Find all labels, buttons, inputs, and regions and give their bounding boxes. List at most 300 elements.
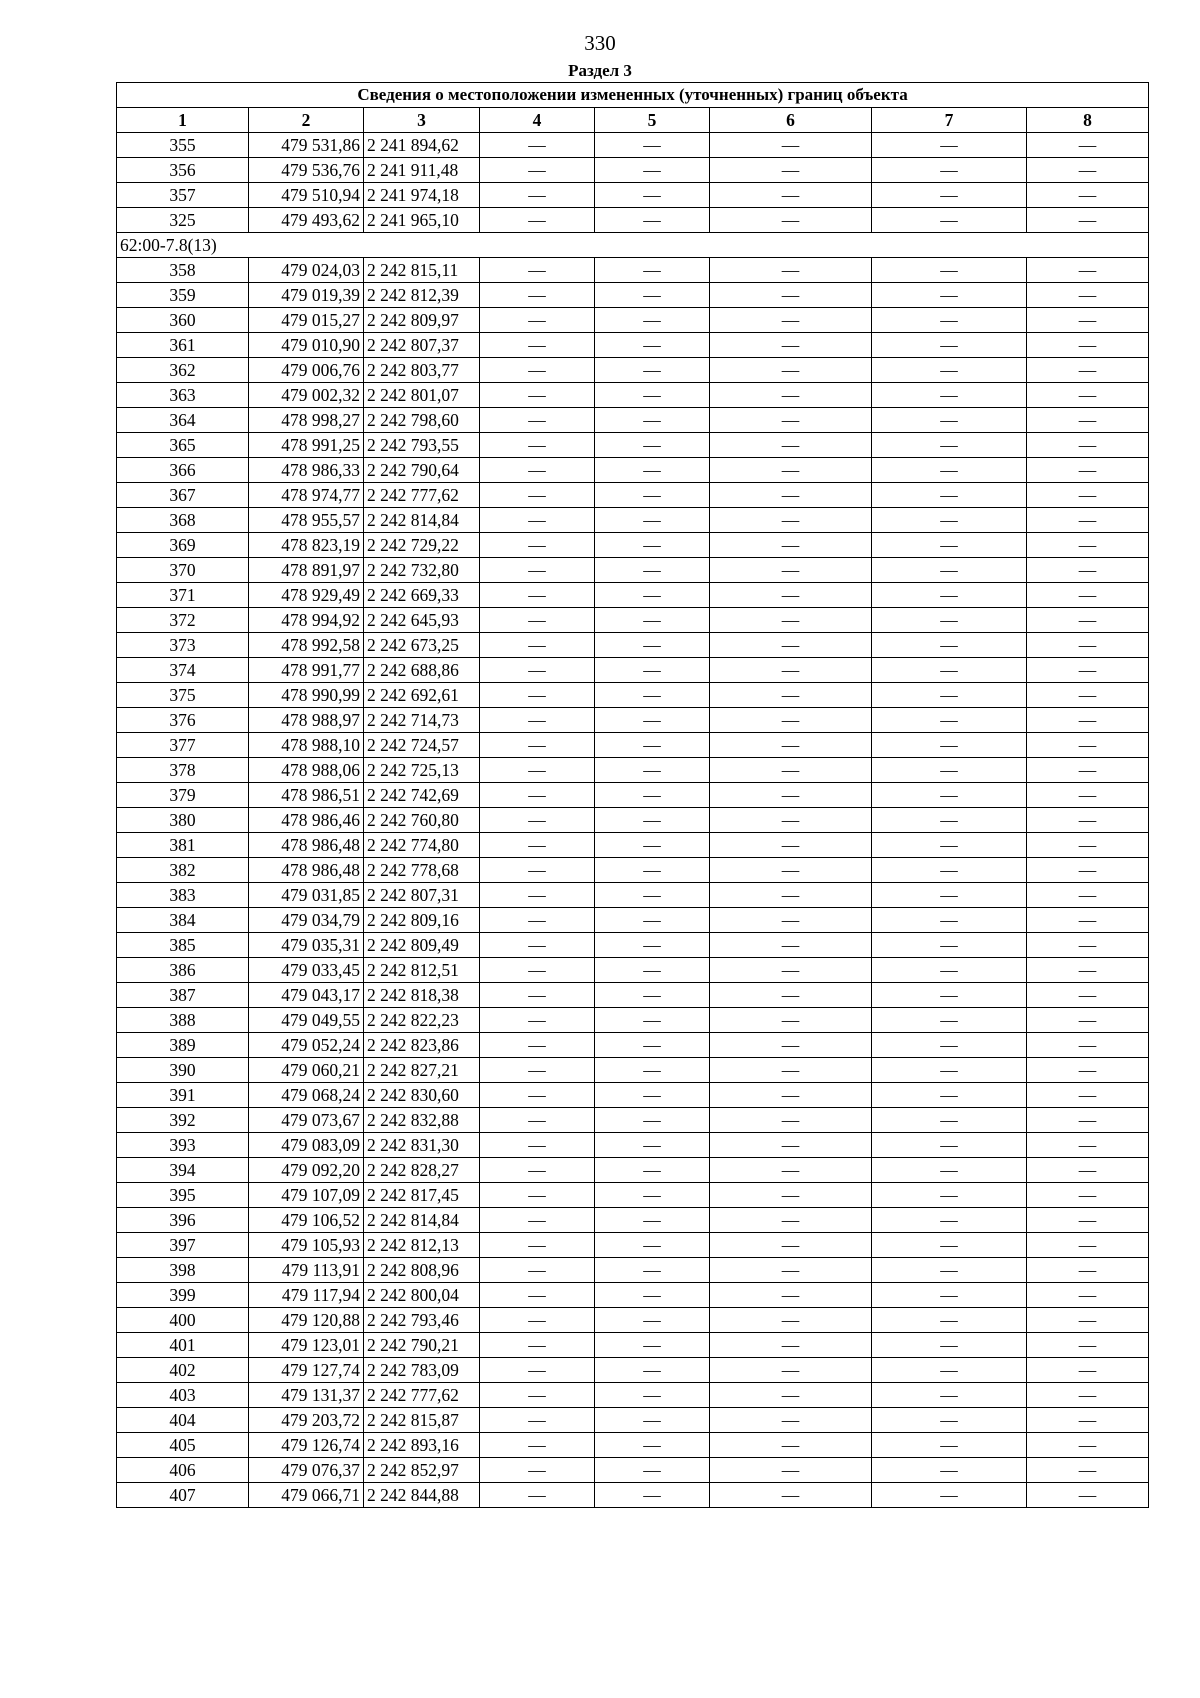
empty-value-cell: — bbox=[480, 1283, 595, 1308]
empty-value-cell: — bbox=[595, 633, 710, 658]
y-coordinate-cell: 2 242 893,16 bbox=[364, 1433, 480, 1458]
empty-value-cell: — bbox=[710, 608, 872, 633]
table-row bbox=[117, 808, 1149, 833]
empty-value-cell: — bbox=[872, 158, 1027, 183]
point-number-cell: 388 bbox=[117, 1008, 249, 1033]
y-coordinate-cell: 2 242 817,45 bbox=[364, 1183, 480, 1208]
empty-value-cell: — bbox=[595, 1408, 710, 1433]
x-coordinate-cell: 479 106,52 bbox=[249, 1208, 364, 1233]
x-coordinate-cell: 478 823,19 bbox=[249, 533, 364, 558]
empty-value-cell: — bbox=[480, 683, 595, 708]
y-coordinate-cell: 2 242 777,62 bbox=[364, 1383, 480, 1408]
column-header: 8 bbox=[1027, 108, 1149, 133]
empty-value-cell: — bbox=[872, 458, 1027, 483]
empty-value-cell: — bbox=[872, 1233, 1027, 1258]
y-coordinate-cell: 2 242 801,07 bbox=[364, 383, 480, 408]
empty-value-cell: — bbox=[595, 983, 710, 1008]
y-coordinate-cell: 2 242 673,25 bbox=[364, 633, 480, 658]
empty-value-cell: — bbox=[1027, 558, 1149, 583]
table-caption: Сведения о местоположении измененных (уточненных) границ объекта bbox=[117, 83, 1149, 108]
empty-value-cell: — bbox=[595, 958, 710, 983]
y-coordinate-cell: 2 242 692,61 bbox=[364, 683, 480, 708]
empty-value-cell: — bbox=[1027, 1208, 1149, 1233]
empty-value-cell: — bbox=[480, 1108, 595, 1133]
empty-value-cell: — bbox=[480, 183, 595, 208]
point-number-cell: 361 bbox=[117, 333, 249, 358]
empty-value-cell: — bbox=[1027, 1408, 1149, 1433]
x-coordinate-cell: 479 105,93 bbox=[249, 1233, 364, 1258]
table-row bbox=[117, 858, 1149, 883]
x-coordinate-cell: 479 493,62 bbox=[249, 208, 364, 233]
point-number-cell: 407 bbox=[117, 1483, 249, 1508]
empty-value-cell: — bbox=[480, 1333, 595, 1358]
table-row bbox=[117, 1083, 1149, 1108]
table-row bbox=[117, 1258, 1149, 1283]
group-label: 62:00-7.8(13) bbox=[117, 233, 1149, 258]
y-coordinate-cell: 2 242 790,21 bbox=[364, 1333, 480, 1358]
point-number-cell: 379 bbox=[117, 783, 249, 808]
empty-value-cell: — bbox=[872, 1358, 1027, 1383]
x-coordinate-cell: 479 002,32 bbox=[249, 383, 364, 408]
empty-value-cell: — bbox=[480, 483, 595, 508]
y-coordinate-cell: 2 242 822,23 bbox=[364, 1008, 480, 1033]
table-row bbox=[117, 183, 1149, 208]
empty-value-cell: — bbox=[710, 1383, 872, 1408]
x-coordinate-cell: 479 120,88 bbox=[249, 1308, 364, 1333]
point-number-cell: 373 bbox=[117, 633, 249, 658]
table-row bbox=[117, 1208, 1149, 1233]
x-coordinate-cell: 479 019,39 bbox=[249, 283, 364, 308]
table-row bbox=[117, 208, 1149, 233]
empty-value-cell: — bbox=[1027, 208, 1149, 233]
empty-value-cell: — bbox=[1027, 1383, 1149, 1408]
x-coordinate-cell: 479 123,01 bbox=[249, 1333, 364, 1358]
y-coordinate-cell: 2 242 714,73 bbox=[364, 708, 480, 733]
table-row bbox=[117, 1058, 1149, 1083]
empty-value-cell: — bbox=[1027, 1008, 1149, 1033]
empty-value-cell: — bbox=[872, 808, 1027, 833]
table-row bbox=[117, 1358, 1149, 1383]
empty-value-cell: — bbox=[872, 358, 1027, 383]
empty-value-cell: — bbox=[872, 708, 1027, 733]
empty-value-cell: — bbox=[1027, 1033, 1149, 1058]
empty-value-cell: — bbox=[480, 633, 595, 658]
empty-value-cell: — bbox=[480, 858, 595, 883]
x-coordinate-cell: 478 986,48 bbox=[249, 833, 364, 858]
empty-value-cell: — bbox=[872, 908, 1027, 933]
table-row bbox=[117, 983, 1149, 1008]
empty-value-cell: — bbox=[1027, 283, 1149, 308]
empty-value-cell: — bbox=[480, 1083, 595, 1108]
empty-value-cell: — bbox=[1027, 1083, 1149, 1108]
point-number-cell: 390 bbox=[117, 1058, 249, 1083]
table-row bbox=[117, 833, 1149, 858]
empty-value-cell: — bbox=[872, 1108, 1027, 1133]
point-number-cell: 374 bbox=[117, 658, 249, 683]
empty-value-cell: — bbox=[1027, 733, 1149, 758]
empty-value-cell: — bbox=[872, 333, 1027, 358]
x-coordinate-cell: 479 043,17 bbox=[249, 983, 364, 1008]
table-row bbox=[117, 958, 1149, 983]
empty-value-cell: — bbox=[1027, 1183, 1149, 1208]
empty-value-cell: — bbox=[710, 283, 872, 308]
empty-value-cell: — bbox=[710, 208, 872, 233]
table-row bbox=[117, 908, 1149, 933]
empty-value-cell: — bbox=[595, 183, 710, 208]
x-coordinate-cell: 478 990,99 bbox=[249, 683, 364, 708]
y-coordinate-cell: 2 242 793,46 bbox=[364, 1308, 480, 1333]
x-coordinate-cell: 479 107,09 bbox=[249, 1183, 364, 1208]
x-coordinate-cell: 478 955,57 bbox=[249, 508, 364, 533]
empty-value-cell: — bbox=[1027, 433, 1149, 458]
empty-value-cell: — bbox=[595, 333, 710, 358]
x-coordinate-cell: 479 066,71 bbox=[249, 1483, 364, 1508]
empty-value-cell: — bbox=[872, 1408, 1027, 1433]
empty-value-cell: — bbox=[710, 958, 872, 983]
empty-value-cell: — bbox=[710, 1483, 872, 1508]
point-number-cell: 396 bbox=[117, 1208, 249, 1233]
y-coordinate-cell: 2 242 831,30 bbox=[364, 1133, 480, 1158]
empty-value-cell: — bbox=[595, 1033, 710, 1058]
x-coordinate-cell: 479 127,74 bbox=[249, 1358, 364, 1383]
point-number-cell: 383 bbox=[117, 883, 249, 908]
empty-value-cell: — bbox=[480, 808, 595, 833]
point-number-cell: 386 bbox=[117, 958, 249, 983]
y-coordinate-cell: 2 242 809,97 bbox=[364, 308, 480, 333]
empty-value-cell: — bbox=[1027, 583, 1149, 608]
table-row bbox=[117, 1408, 1149, 1433]
x-coordinate-cell: 478 986,33 bbox=[249, 458, 364, 483]
y-coordinate-cell: 2 242 830,60 bbox=[364, 1083, 480, 1108]
x-coordinate-cell: 478 986,46 bbox=[249, 808, 364, 833]
empty-value-cell: — bbox=[1027, 608, 1149, 633]
empty-value-cell: — bbox=[1027, 333, 1149, 358]
empty-value-cell: — bbox=[595, 1108, 710, 1133]
point-number-cell: 378 bbox=[117, 758, 249, 783]
point-number-cell: 366 bbox=[117, 458, 249, 483]
empty-value-cell: — bbox=[872, 1033, 1027, 1058]
empty-value-cell: — bbox=[1027, 158, 1149, 183]
empty-value-cell: — bbox=[710, 1283, 872, 1308]
empty-value-cell: — bbox=[480, 258, 595, 283]
empty-value-cell: — bbox=[710, 908, 872, 933]
empty-value-cell: — bbox=[595, 1158, 710, 1183]
point-number-cell: 404 bbox=[117, 1408, 249, 1433]
empty-value-cell: — bbox=[595, 1433, 710, 1458]
point-number-cell: 367 bbox=[117, 483, 249, 508]
empty-value-cell: — bbox=[480, 308, 595, 333]
empty-value-cell: — bbox=[710, 333, 872, 358]
point-number-cell: 381 bbox=[117, 833, 249, 858]
y-coordinate-cell: 2 242 803,77 bbox=[364, 358, 480, 383]
table-row bbox=[117, 658, 1149, 683]
empty-value-cell: — bbox=[1027, 1058, 1149, 1083]
empty-value-cell: — bbox=[1027, 1283, 1149, 1308]
y-coordinate-cell: 2 242 814,84 bbox=[364, 1208, 480, 1233]
empty-value-cell: — bbox=[480, 1308, 595, 1333]
x-coordinate-cell: 479 060,21 bbox=[249, 1058, 364, 1083]
x-coordinate-cell: 478 991,77 bbox=[249, 658, 364, 683]
empty-value-cell: — bbox=[595, 458, 710, 483]
empty-value-cell: — bbox=[710, 133, 872, 158]
empty-value-cell: — bbox=[480, 583, 595, 608]
empty-value-cell: — bbox=[1027, 458, 1149, 483]
point-number-cell: 384 bbox=[117, 908, 249, 933]
empty-value-cell: — bbox=[595, 1483, 710, 1508]
empty-value-cell: — bbox=[710, 1408, 872, 1433]
y-coordinate-cell: 2 242 798,60 bbox=[364, 408, 480, 433]
empty-value-cell: — bbox=[480, 1133, 595, 1158]
point-number-cell: 400 bbox=[117, 1308, 249, 1333]
point-number-cell: 406 bbox=[117, 1458, 249, 1483]
y-coordinate-cell: 2 241 894,62 bbox=[364, 133, 480, 158]
empty-value-cell: — bbox=[1027, 1333, 1149, 1358]
point-number-cell: 364 bbox=[117, 408, 249, 433]
empty-value-cell: — bbox=[710, 583, 872, 608]
empty-value-cell: — bbox=[710, 508, 872, 533]
empty-value-cell: — bbox=[1027, 1158, 1149, 1183]
empty-value-cell: — bbox=[595, 608, 710, 633]
empty-value-cell: — bbox=[872, 658, 1027, 683]
column-header: 7 bbox=[872, 108, 1027, 133]
empty-value-cell: — bbox=[1027, 308, 1149, 333]
table-row bbox=[117, 258, 1149, 283]
empty-value-cell: — bbox=[872, 283, 1027, 308]
point-number-cell: 363 bbox=[117, 383, 249, 408]
x-coordinate-cell: 479 117,94 bbox=[249, 1283, 364, 1308]
empty-value-cell: — bbox=[480, 658, 595, 683]
x-coordinate-cell: 479 131,37 bbox=[249, 1383, 364, 1408]
table-row bbox=[117, 308, 1149, 333]
empty-value-cell: — bbox=[480, 608, 595, 633]
x-coordinate-cell: 479 126,74 bbox=[249, 1433, 364, 1458]
empty-value-cell: — bbox=[710, 1158, 872, 1183]
empty-value-cell: — bbox=[595, 433, 710, 458]
point-number-cell: 360 bbox=[117, 308, 249, 333]
table-row bbox=[117, 1333, 1149, 1358]
empty-value-cell: — bbox=[595, 933, 710, 958]
x-coordinate-cell: 478 994,92 bbox=[249, 608, 364, 633]
empty-value-cell: — bbox=[872, 1058, 1027, 1083]
empty-value-cell: — bbox=[710, 308, 872, 333]
x-coordinate-cell: 479 113,91 bbox=[249, 1258, 364, 1283]
empty-value-cell: — bbox=[710, 983, 872, 1008]
point-number-cell: 369 bbox=[117, 533, 249, 558]
point-number-cell: 391 bbox=[117, 1083, 249, 1108]
point-number-cell: 357 bbox=[117, 183, 249, 208]
empty-value-cell: — bbox=[480, 408, 595, 433]
empty-value-cell: — bbox=[710, 808, 872, 833]
empty-value-cell: — bbox=[872, 608, 1027, 633]
empty-value-cell: — bbox=[595, 858, 710, 883]
empty-value-cell: — bbox=[480, 433, 595, 458]
empty-value-cell: — bbox=[1027, 483, 1149, 508]
empty-value-cell: — bbox=[1027, 1483, 1149, 1508]
empty-value-cell: — bbox=[1027, 833, 1149, 858]
empty-value-cell: — bbox=[872, 533, 1027, 558]
table-body bbox=[117, 133, 1149, 1508]
empty-value-cell: — bbox=[710, 558, 872, 583]
x-coordinate-cell: 478 986,48 bbox=[249, 858, 364, 883]
y-coordinate-cell: 2 242 814,84 bbox=[364, 508, 480, 533]
point-number-cell: 365 bbox=[117, 433, 249, 458]
empty-value-cell: — bbox=[1027, 1133, 1149, 1158]
empty-value-cell: — bbox=[595, 1258, 710, 1283]
empty-value-cell: — bbox=[872, 683, 1027, 708]
empty-value-cell: — bbox=[595, 683, 710, 708]
empty-value-cell: — bbox=[1027, 858, 1149, 883]
empty-value-cell: — bbox=[595, 158, 710, 183]
x-coordinate-cell: 478 988,97 bbox=[249, 708, 364, 733]
x-coordinate-cell: 478 992,58 bbox=[249, 633, 364, 658]
empty-value-cell: — bbox=[710, 783, 872, 808]
empty-value-cell: — bbox=[480, 283, 595, 308]
empty-value-cell: — bbox=[872, 1158, 1027, 1183]
empty-value-cell: — bbox=[872, 1483, 1027, 1508]
point-number-cell: 375 bbox=[117, 683, 249, 708]
table-row bbox=[117, 558, 1149, 583]
empty-value-cell: — bbox=[872, 883, 1027, 908]
column-header-row bbox=[117, 108, 1149, 133]
empty-value-cell: — bbox=[480, 1358, 595, 1383]
empty-value-cell: — bbox=[480, 1408, 595, 1433]
x-coordinate-cell: 478 974,77 bbox=[249, 483, 364, 508]
empty-value-cell: — bbox=[710, 383, 872, 408]
empty-value-cell: — bbox=[1027, 508, 1149, 533]
table-row bbox=[117, 158, 1149, 183]
empty-value-cell: — bbox=[872, 433, 1027, 458]
table-row bbox=[117, 733, 1149, 758]
empty-value-cell: — bbox=[480, 983, 595, 1008]
empty-value-cell: — bbox=[595, 208, 710, 233]
empty-value-cell: — bbox=[595, 558, 710, 583]
table-row bbox=[117, 1233, 1149, 1258]
empty-value-cell: — bbox=[710, 683, 872, 708]
point-number-cell: 387 bbox=[117, 983, 249, 1008]
empty-value-cell: — bbox=[480, 158, 595, 183]
empty-value-cell: — bbox=[480, 908, 595, 933]
x-coordinate-cell: 479 024,03 bbox=[249, 258, 364, 283]
empty-value-cell: — bbox=[872, 1208, 1027, 1233]
empty-value-cell: — bbox=[710, 708, 872, 733]
y-coordinate-cell: 2 241 911,48 bbox=[364, 158, 480, 183]
empty-value-cell: — bbox=[480, 1483, 595, 1508]
empty-value-cell: — bbox=[710, 458, 872, 483]
table-row bbox=[117, 1008, 1149, 1033]
x-coordinate-cell: 478 988,10 bbox=[249, 733, 364, 758]
empty-value-cell: — bbox=[710, 533, 872, 558]
empty-value-cell: — bbox=[1027, 1358, 1149, 1383]
point-number-cell: 362 bbox=[117, 358, 249, 383]
empty-value-cell: — bbox=[595, 1008, 710, 1033]
empty-value-cell: — bbox=[710, 633, 872, 658]
empty-value-cell: — bbox=[872, 1133, 1027, 1158]
empty-value-cell: — bbox=[595, 583, 710, 608]
empty-value-cell: — bbox=[595, 283, 710, 308]
empty-value-cell: — bbox=[710, 833, 872, 858]
empty-value-cell: — bbox=[480, 883, 595, 908]
table-caption-row bbox=[117, 83, 1149, 108]
empty-value-cell: — bbox=[480, 1258, 595, 1283]
empty-value-cell: — bbox=[1027, 258, 1149, 283]
empty-value-cell: — bbox=[872, 308, 1027, 333]
empty-value-cell: — bbox=[595, 733, 710, 758]
empty-value-cell: — bbox=[872, 1283, 1027, 1308]
point-number-cell: 405 bbox=[117, 1433, 249, 1458]
empty-value-cell: — bbox=[1027, 783, 1149, 808]
empty-value-cell: — bbox=[872, 183, 1027, 208]
empty-value-cell: — bbox=[872, 958, 1027, 983]
empty-value-cell: — bbox=[480, 708, 595, 733]
point-number-cell: 380 bbox=[117, 808, 249, 833]
group-row bbox=[117, 233, 1149, 258]
point-number-cell: 399 bbox=[117, 1283, 249, 1308]
empty-value-cell: — bbox=[595, 658, 710, 683]
empty-value-cell: — bbox=[480, 458, 595, 483]
y-coordinate-cell: 2 242 778,68 bbox=[364, 858, 480, 883]
point-number-cell: 382 bbox=[117, 858, 249, 883]
empty-value-cell: — bbox=[872, 208, 1027, 233]
point-number-cell: 389 bbox=[117, 1033, 249, 1058]
y-coordinate-cell: 2 242 828,27 bbox=[364, 1158, 480, 1183]
table-row bbox=[117, 1033, 1149, 1058]
empty-value-cell: — bbox=[595, 483, 710, 508]
empty-value-cell: — bbox=[480, 1383, 595, 1408]
empty-value-cell: — bbox=[595, 833, 710, 858]
empty-value-cell: — bbox=[1027, 933, 1149, 958]
empty-value-cell: — bbox=[595, 1358, 710, 1383]
y-coordinate-cell: 2 242 844,88 bbox=[364, 1483, 480, 1508]
table-row bbox=[117, 133, 1149, 158]
empty-value-cell: — bbox=[595, 1458, 710, 1483]
empty-value-cell: — bbox=[1027, 533, 1149, 558]
empty-value-cell: — bbox=[872, 1333, 1027, 1358]
x-coordinate-cell: 479 049,55 bbox=[249, 1008, 364, 1033]
empty-value-cell: — bbox=[872, 483, 1027, 508]
empty-value-cell: — bbox=[872, 783, 1027, 808]
empty-value-cell: — bbox=[710, 408, 872, 433]
empty-value-cell: — bbox=[595, 908, 710, 933]
empty-value-cell: — bbox=[595, 1133, 710, 1158]
empty-value-cell: — bbox=[872, 733, 1027, 758]
x-coordinate-cell: 479 076,37 bbox=[249, 1458, 364, 1483]
empty-value-cell: — bbox=[710, 883, 872, 908]
table-row bbox=[117, 458, 1149, 483]
table-row bbox=[117, 1383, 1149, 1408]
point-number-cell: 402 bbox=[117, 1358, 249, 1383]
x-coordinate-cell: 479 092,20 bbox=[249, 1158, 364, 1183]
point-number-cell: 393 bbox=[117, 1133, 249, 1158]
empty-value-cell: — bbox=[872, 633, 1027, 658]
y-coordinate-cell: 2 242 815,87 bbox=[364, 1408, 480, 1433]
y-coordinate-cell: 2 242 808,96 bbox=[364, 1258, 480, 1283]
empty-value-cell: — bbox=[872, 1308, 1027, 1333]
x-coordinate-cell: 479 073,67 bbox=[249, 1108, 364, 1133]
empty-value-cell: — bbox=[872, 1008, 1027, 1033]
table-row bbox=[117, 883, 1149, 908]
point-number-cell: 370 bbox=[117, 558, 249, 583]
empty-value-cell: — bbox=[710, 1033, 872, 1058]
empty-value-cell: — bbox=[872, 1258, 1027, 1283]
table-row bbox=[117, 758, 1149, 783]
empty-value-cell: — bbox=[595, 708, 710, 733]
empty-value-cell: — bbox=[710, 758, 872, 783]
x-coordinate-cell: 478 986,51 bbox=[249, 783, 364, 808]
table-row bbox=[117, 783, 1149, 808]
x-coordinate-cell: 479 006,76 bbox=[249, 358, 364, 383]
point-number-cell: 355 bbox=[117, 133, 249, 158]
empty-value-cell: — bbox=[872, 983, 1027, 1008]
